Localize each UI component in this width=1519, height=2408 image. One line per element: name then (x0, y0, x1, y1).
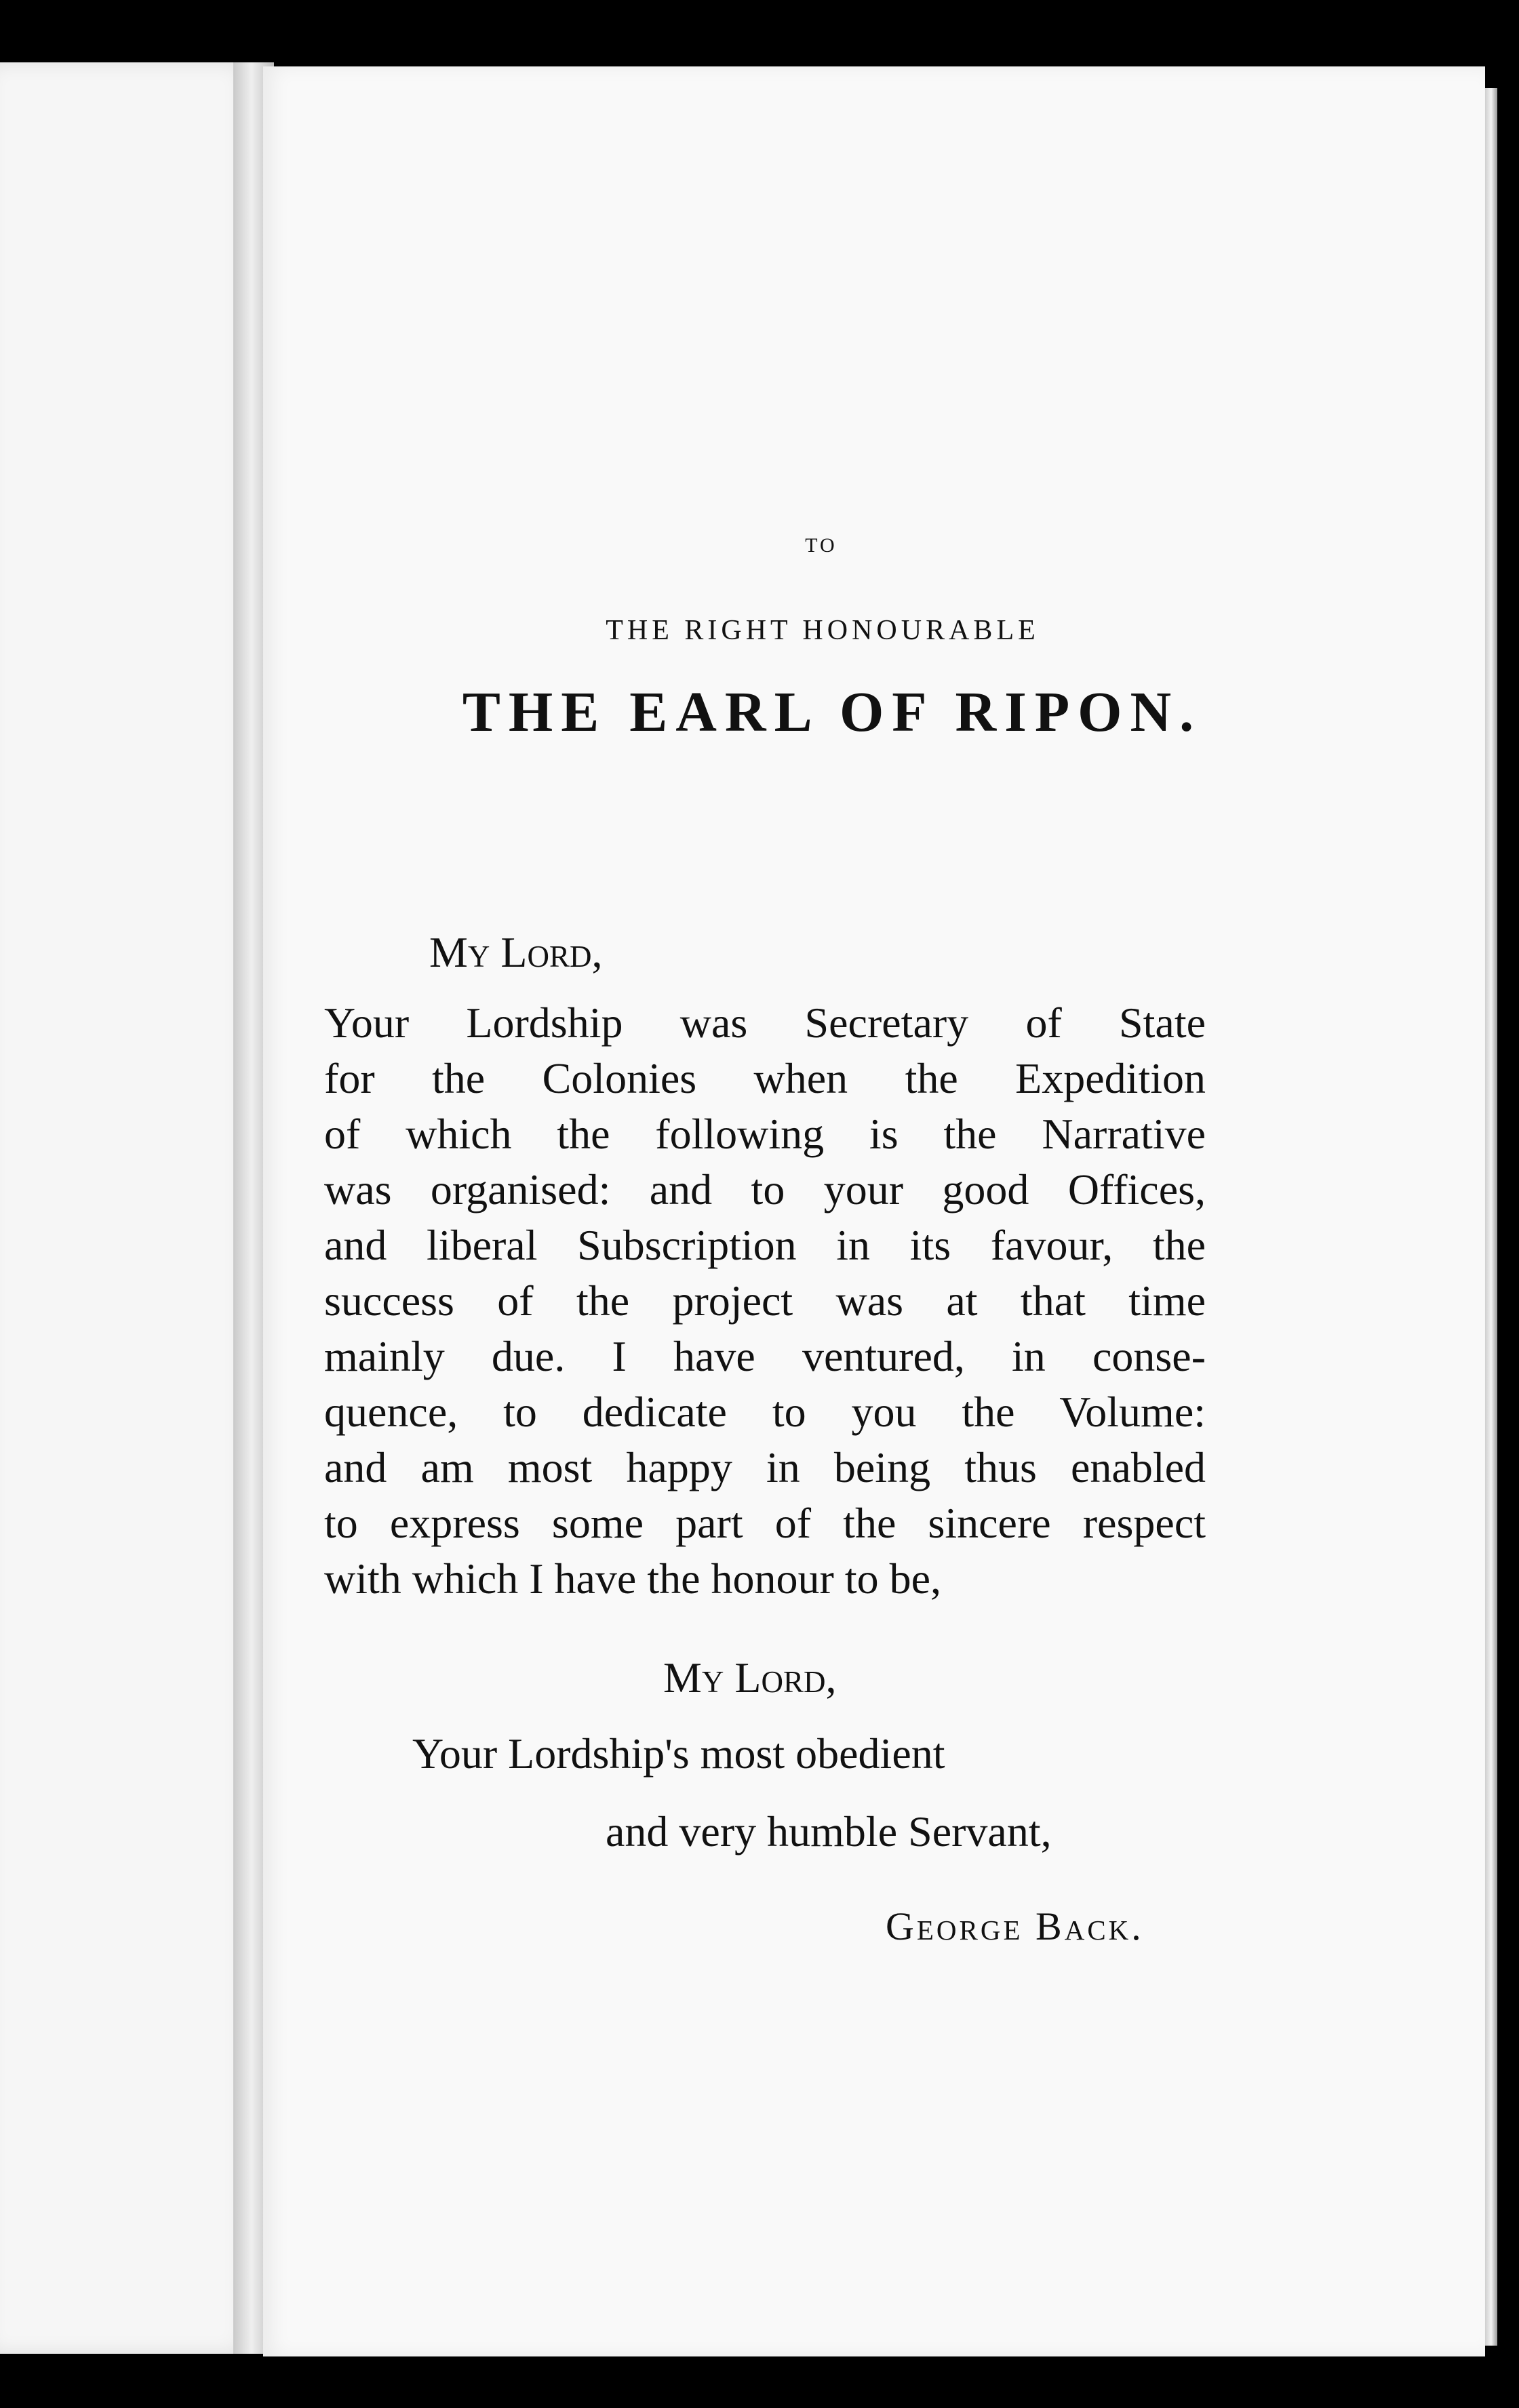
heading-to: TO (805, 534, 837, 557)
closing-line-2: and very humble Servant, (606, 1807, 1052, 1855)
body-line: for the Colonies when the Expedition (324, 1054, 1206, 1102)
signature: George Back. (886, 1904, 1144, 1948)
closing-line-1: Your Lordship's most obedient (412, 1729, 945, 1778)
body-line: to express some part of the sincere respect (324, 1499, 1206, 1547)
letter-body (324, 995, 1206, 1607)
page-edge (1485, 88, 1497, 2346)
body-line: and liberal Subscription in its favour, the (324, 1221, 1206, 1269)
body-line: with which I have the honour to be, (324, 1554, 941, 1603)
body-line: mainly due. I have ventured, in conse- (324, 1332, 1206, 1380)
body-line: was organised: and to your good Offices, (324, 1165, 1206, 1213)
closing-salutation: My Lord, (663, 1653, 837, 1702)
salutation: My Lord, (429, 928, 603, 976)
facing-blank-page (0, 62, 259, 2354)
heading-right-honourable: THE RIGHT HONOURABLE (606, 615, 1040, 646)
body-line: and am most happy in being thus enabled (324, 1443, 1206, 1491)
body-line: of which the following is the Narrative (324, 1110, 1206, 1158)
body-line: success of the project was at that time (324, 1277, 1206, 1325)
body-line: Your Lordship was Secretary of State (324, 999, 1206, 1047)
body-line: quence, to dedicate to you the Volume: (324, 1388, 1206, 1436)
dedicatee-title: THE EARL OF RIPON. (462, 681, 1202, 744)
dedication-page (263, 66, 1485, 2356)
